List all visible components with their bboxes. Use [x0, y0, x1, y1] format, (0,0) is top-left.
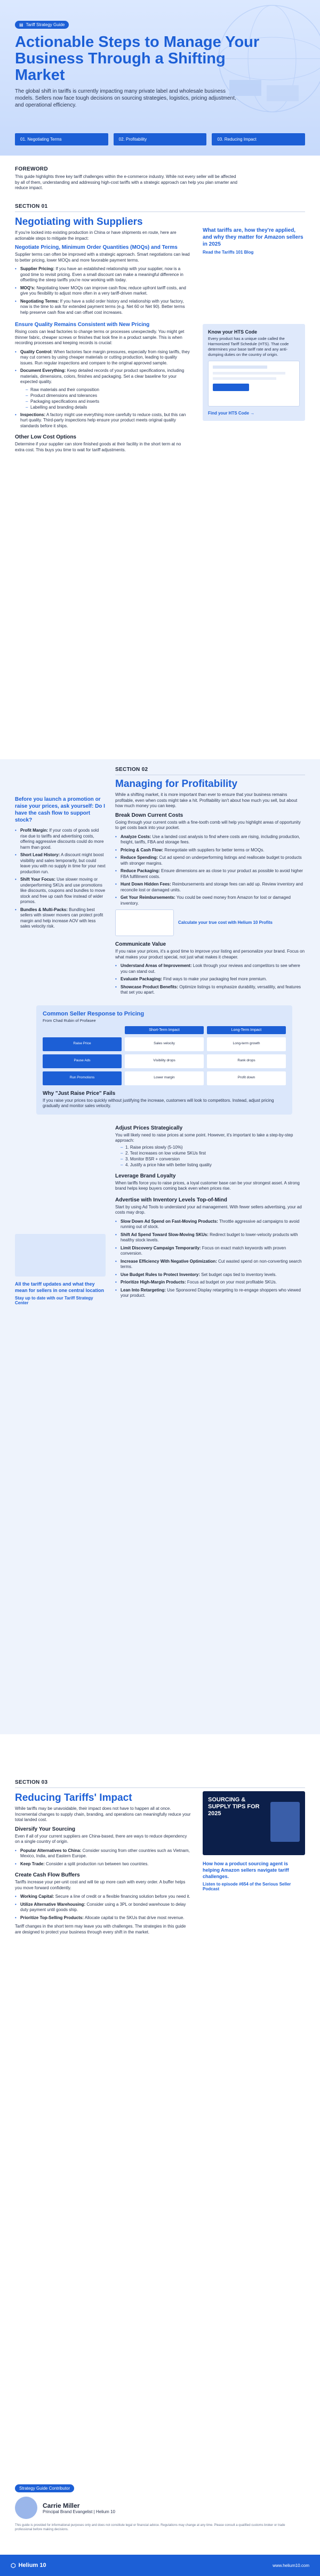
grid-cell: Long-term growth	[207, 1037, 286, 1051]
negotiate-heading: Negotiate Pricing, Minimum Order Quantities (MOQs) and Terms	[15, 245, 178, 250]
adjust-prices-heading: Adjust Prices Strategically	[115, 1125, 183, 1131]
other-options-text: Determine if your supplier can store finished goods at their facility in the short term at no extra cost. This buys you time to wait for tariff adjustments.	[15, 442, 181, 452]
section-01	[0, 204, 320, 453]
checklist-item: – Packaging specifications and inserts	[26, 399, 191, 404]
list-item: • Working Capital: Secure a line of credit or a flexible financing solution before you need it.	[15, 1894, 191, 1900]
pricing-grid	[43, 1026, 286, 1085]
profits-caption[interactable]: Calculate your true cost with Helium 10 Profits	[178, 920, 273, 925]
diversify-text: Even if all of your current suppliers are China-based, there are ways to reduce dependency on a single country of origin.	[15, 1833, 187, 1844]
section-03	[0, 1779, 320, 1935]
list-item: • Supplier Pricing: If you have an established relationship with your supplier, now is a good time to revisit pricing. Even a small discount can make a meaningful difference in offsetting the steep tariffs you're now working with today.	[15, 266, 191, 283]
promo-list	[15, 828, 106, 930]
tariff-center-image	[15, 1234, 106, 1277]
advertise-list	[115, 1219, 305, 1299]
other-options-heading: Other Low Cost Options	[15, 434, 76, 440]
section-tabs	[15, 133, 305, 145]
section-01-title: Negotiating with Suppliers	[15, 216, 143, 227]
list-item: • Use Budget Rules to Protect Inventory: Set budget caps tied to inventory levels.	[115, 1272, 305, 1278]
list-item: • Utilize Alternative Warehousing: Consider using a 3PL or bonded warehouse to delay duty payment until goods ship.	[15, 1902, 191, 1913]
negotiate-list	[15, 266, 191, 315]
advertise-heading: Advertise with Inventory Levels Top-of-Mind	[115, 1197, 227, 1203]
podcast-host-photo	[270, 1802, 300, 1842]
checklist-item: – Product dimensions and tolerances	[26, 393, 191, 399]
section-03-label: SECTION 03	[15, 1779, 48, 1785]
list-item: • Bundles & Multi-Packs: Bundling best sellers with slower movers can protect profit margin and help increase AOV with less sales velocity risk.	[15, 907, 106, 930]
contributor-pill-label: Strategy Guide Contributor	[19, 2486, 70, 2491]
list-item: • Popular Alternatives to China: Consider sourcing from other countries such as Vietnam, Mexico, India, and Eastern Europe.	[15, 1848, 191, 1859]
profits-tool	[115, 909, 305, 936]
tab-negotiating[interactable]: 01. Negotiating Terms	[15, 133, 108, 145]
tariff-center-link[interactable]: Stay up to date with our Tariff Strategy Center	[15, 1295, 93, 1305]
list-item: • Document Everything: Keep detailed records of your product specifications, including materials, dimensions, colors, finishes and packaging. Set a clear baseline for your expected quality.	[15, 368, 191, 385]
contributor	[0, 2483, 320, 2532]
list-item: • Inspections: A factory might use everything more carefully to reduce costs, but this can hurt quality. Third-party inspections help ensure your product meets original quality standards before it ships.	[15, 412, 191, 429]
grid-cell: Profit down	[207, 1071, 286, 1085]
contributor-role: Principal Brand Evangelist | Helium 10	[43, 2509, 115, 2514]
list-item: • Reduce Packaging: Ensure dimensions are as close to your product as possible to avoid higher FBA fulfillment costs.	[115, 868, 305, 880]
logo-icon: ⬡	[11, 2562, 16, 2569]
tab-profitability[interactable]: 02. Profitability	[114, 133, 207, 145]
tab-reducing-impact[interactable]: 03. Reducing Impact	[212, 133, 305, 145]
list-item: • Short Lead History: A discount might boost visibility and sales temporarily, but could leave you with no supply in time for your next production run.	[15, 852, 106, 875]
checklist-item: – Raw materials and their composition	[26, 387, 191, 393]
quality-text: Rising costs can lead factories to change terms or processes unexpectedly. You might get thinner fabric, cheaper screws or finishes that look fine in a product sample. This is when recording processes and keeping records is crucial:	[15, 329, 185, 345]
closing-text: Tariff changes in the short term may leave you with challenges. The strategies in this guide are designed to protect your business through every shift in the market.	[15, 1924, 186, 1935]
checklist-item: – Labelling and branding details	[26, 405, 191, 410]
hero-intro: The global shift in tariffs is currently impacting many private label and wholesale business models. Sellers now face tough decisions on sourcing strategies, logistics, pricing adjustment, and operational efficiency.	[15, 88, 236, 108]
section-01-label: SECTION 01	[15, 204, 48, 209]
quality-list	[15, 350, 191, 385]
pricing-response-box	[36, 1005, 292, 1115]
helium10-logo[interactable]	[11, 2562, 46, 2569]
list-item: • Keep Trade: Consider a split production run between two countries.	[15, 1862, 191, 1867]
podcast-title: SOURCING & SUPPLY TIPS FOR 2025	[208, 1797, 260, 1817]
grid-cell: Visibility drops	[125, 1054, 204, 1068]
grid-header: Short-Term Impact	[125, 1026, 204, 1034]
find-hts-link[interactable]: Find your HTS Code →	[208, 411, 255, 416]
raise-price-heading: Why "Just Raise Price" Fails	[43, 1090, 116, 1096]
diversify-list	[15, 1848, 191, 1867]
step-item: – 4. Justify a price hike with better listing quality	[121, 1163, 305, 1168]
podcast-link[interactable]: Listen to episode #654 of the Serious Seller Podcast	[203, 1882, 291, 1891]
list-item: • Get Your Reimbursements: You could be owed money from Amazon for lost or damaged inventory.	[115, 895, 305, 906]
hts-card-text: Every product has a unique code called the Harmonized Tariff Schedule (HTS). That code determines your base tariff rate and any anti-dumping duties on the country of origin.	[208, 336, 289, 357]
list-item: • Understand Areas of Improvement: Look through your reviews and competitors to see where you can stand out.	[115, 963, 305, 974]
costs-list	[115, 834, 305, 907]
section-02-intro: While a shifting market, it is more important than ever to ensure that your business remains profitable, even when costs might take a hit. Profitability isn't about how much you sell, but about how much money you can keep.	[115, 792, 298, 808]
foreword	[0, 166, 320, 191]
value-list	[115, 963, 305, 996]
loyalty-text: When tariffs force you to raise prices, a loyal customer base can be your strongest asset. A strong brand helps keep buyers coming back even when prices rise.	[115, 1180, 300, 1191]
contributor-name: Carrie Miller	[43, 2501, 80, 2509]
list-item: • Profit Margin: If your costs of goods sold rise due to tariffs and advertising costs, offering aggressive discounts could do more harm than good.	[15, 828, 106, 850]
grid-cell: Lower margin	[125, 1071, 204, 1085]
checklist	[15, 387, 191, 410]
list-item: • MOQ's: Negotiating lower MOQs can improve cash flow, reduce upfront tariff costs, and give you flexibility to adjust more often in a very tariff-driven market.	[15, 286, 191, 297]
grid-cell: Raise Price	[43, 1037, 122, 1051]
inspection-list	[15, 412, 191, 429]
list-item: • Shift Your Focus: Use slower moving or underperforming SKUs and use promotions like discounts, coupons and bundles to move stock and free up cash flow instead of wider promos.	[15, 877, 106, 905]
list-item: • Quality Control: When factories face margin pressures, especially from rising tariffs, they may cut corners by using cheaper materials or cutting production, leading to quality issues. Run regular inspections and compare to the original approved sample.	[15, 350, 191, 367]
steps-list	[115, 1145, 305, 1168]
tariffs-blog-link[interactable]: Read the Tariffs 101 Blog	[203, 250, 254, 255]
hts-code-card	[203, 324, 305, 421]
brand-name: Helium 10	[18, 2562, 46, 2569]
step-item: – 1. Raise prices slowly (5-10%)	[121, 1145, 305, 1150]
costs-text: Going through your current costs with a fine-tooth comb will help you highlight areas of opportunity to get costs back into your pocket.	[115, 819, 301, 830]
list-item: • Increase Efficiency With Negative Optimization: Cut wasted spend on non-converting search terms.	[115, 1259, 305, 1270]
list-item: • Limit Discovery Campaign Temporarily: Focus on exact match keywords with proven conversion.	[115, 1246, 305, 1257]
list-item: • Analyze Costs: Use a landed cost analysis to find where costs are rising, including production, freight, tariffs, FBA and storage fees.	[115, 834, 305, 846]
section-02-title: Managing for Profitability	[115, 778, 238, 790]
section-02	[0, 759, 320, 1734]
hero-banner	[0, 0, 320, 156]
globe-graphic-icon	[192, 0, 320, 128]
step-item: – 3. Monitor BSR + conversion	[121, 1157, 305, 1162]
value-text: If you raise your prices, it's a good time to improve your listing and personalize your brand. Focus on what makes your product special, not just what makes it cheaper.	[115, 949, 305, 960]
list-item: • Pricing & Cash Flow: Renegotiate with suppliers for better terms or MOQs.	[115, 848, 305, 854]
avatar	[15, 2497, 37, 2519]
footer	[0, 2555, 320, 2576]
quality-heading: Ensure Quality Remains Consistent with New Pricing	[15, 322, 150, 328]
list-item: • Shift Ad Spend Toward Slow-Moving SKUs: Redirect budget to lower-velocity products with healthy stock levels.	[115, 1232, 305, 1244]
guide-pill-label: Tariff Strategy Guide	[26, 22, 65, 27]
grid-cell: Pause Ads	[43, 1054, 122, 1068]
grid-header: Long-Term Impact	[207, 1026, 286, 1034]
website-link[interactable]: www.helium10.com	[273, 2563, 309, 2568]
value-heading: Communicate Value	[115, 941, 166, 947]
list-item: • Hunt Down Hidden Fees: Reimbursements and storage fees can add up. Review inventory and reconcile lost or damaged units.	[115, 882, 305, 893]
foreword-label: FOREWORD	[15, 166, 48, 172]
section-02-label: SECTION 02	[115, 767, 148, 773]
buffers-heading: Create Cash Flow Buffers	[15, 1872, 80, 1878]
adjust-prices-text: You will likely need to raise prices at some point. However, it's important to take a step-by-step approach:	[115, 1132, 293, 1143]
list-item: • Prioritize Top-Selling Products: Allocate capital to the SKUs that drive most revenue.	[15, 1915, 191, 1921]
tool-screenshot	[208, 361, 300, 407]
buffers-list	[15, 1894, 191, 1921]
guide-pill	[15, 21, 69, 29]
list-item: • Prioritize High-Margin Products: Focus ad budget on your most profitable SKUs.	[115, 1280, 305, 1286]
list-item: • Showcase Product Benefits: Optimize listings to emphasize durability, versatility, and features that set you apart.	[115, 985, 305, 996]
profits-screenshot	[115, 909, 174, 936]
pricing-box-sub: From Chad Rubin of Profasee	[43, 1018, 96, 1023]
costs-heading: Break Down Current Costs	[115, 812, 183, 818]
cash-flow-quote: Before you launch a promotion or raise your prices, ask yourself: Do I have the cash flow to support stock?	[15, 797, 105, 823]
pricing-box-title: Common Seller Response to Pricing	[43, 1010, 145, 1017]
list-item: • Evaluate Packaging: Find ways to make your packaging feel more premium.	[115, 977, 305, 982]
tariff-center-quote: All the tariff updates and what they mean for sellers in one central location	[15, 1281, 105, 1293]
side-quote: What tariffs are, how they're applied, and why they matter for Amazon sellers in 2025	[203, 227, 303, 247]
hts-card-title: Know your HTS Code	[208, 329, 257, 335]
disclaimer: This guide is provided for informational purposes only and does not constitute legal or financial advice. Regulations may change at any time. Please consult a qualified customs broker or trade professional before making decisions.	[15, 2524, 285, 2531]
raise-price-text: If you raise your prices too quickly without justifying the increase, customers will look to competitors. Instead, adjust pricing gradually and monitor sales velocity.	[43, 1098, 274, 1108]
grid-cell: Run Promotions	[43, 1071, 122, 1085]
document-icon: ▤	[19, 22, 23, 27]
contributor-pill	[15, 2484, 74, 2492]
list-item: • Negotiating Terms: If you have a solid order history and relationship with your factory, now is the time to ask for extended payment terms (e.g. Net 60 or Net 90). Better terms help preserve cash flow and can offset cost increases.	[15, 299, 191, 316]
loyalty-heading: Leverage Brand Loyalty	[115, 1173, 176, 1179]
divider	[15, 1787, 305, 1788]
list-item: • Slow Down Ad Spend on Fast-Moving Products: Throttle aggressive ad campaigns to avoid running out of stock.	[115, 1219, 305, 1230]
step-item: – 2. Test increases on low volume SKUs first	[121, 1151, 305, 1156]
list-item: • Lean Into Retargeting: Use Sponsored Display retargeting to re-engage shoppers who viewed your product.	[115, 1288, 305, 1299]
foreword-text: This guide highlights three key tariff challenges within the e-commerce industry. While not every seller will be affected by all of them, understanding and addressing high-cost tariffs with a strategic approach can help you plan smarter and reduce impact.	[15, 174, 237, 190]
grid-cell: Rank drops	[207, 1054, 286, 1068]
grid-cell: Sales velocity	[125, 1037, 204, 1051]
negotiate-text: Supplier terms can often be improved with a strategic approach. Smart negotiations can lead to better pricing, lower MOQs and more favorable payment terms.	[15, 252, 190, 263]
page-title: Actionable Steps to Manage Your Business Through a Shifting Market	[15, 34, 260, 84]
section-01-intro: If you're locked into existing production in China or have shipments en route, here are actionable steps to mitigate the impact:	[15, 230, 177, 241]
section-03-intro: While tariffs may be unavoidable, their impact does not have to happen all at once. Incremental changes to supply chain, branding, and operations can meaningfully reduce your total landed cost.	[15, 1806, 191, 1822]
podcast-quote: How how a product sourcing agent is helping Amazon sellers navigate tariff challenges.	[203, 1861, 289, 1879]
advertise-text: Start by using Ad Tools to understand your ad management. With fewer sellers advertising, your ad costs may drop.	[115, 1204, 302, 1215]
buffers-text: Tariffs increase your per-unit cost and will tie up more cash with every order. A buffer helps you move forward confidently.	[15, 1880, 186, 1890]
section-03-title: Reducing Tariffs' Impact	[15, 1792, 132, 1803]
diversify-heading: Diversify Your Sourcing	[15, 1826, 75, 1832]
podcast-banner[interactable]	[203, 1791, 305, 1855]
list-item: • Reduce Spending: Cut ad spend on underperforming listings and reallocate budget to products with stronger margins.	[115, 855, 305, 866]
